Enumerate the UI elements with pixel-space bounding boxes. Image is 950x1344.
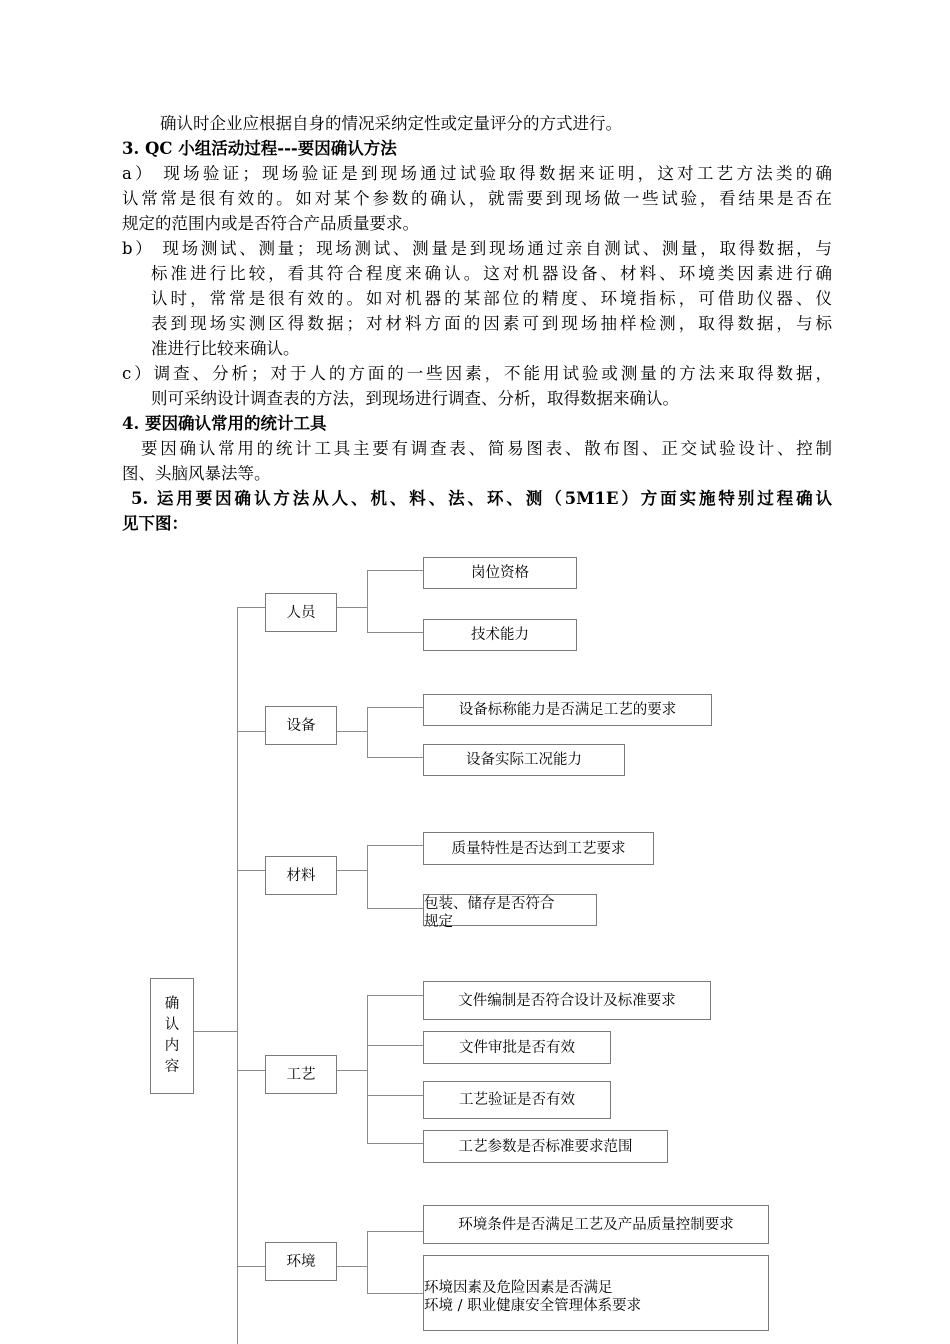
connector-line xyxy=(367,1095,424,1096)
connector-line xyxy=(367,1231,424,1232)
connector-line xyxy=(367,707,368,757)
connector-line xyxy=(237,1266,266,1267)
root-char: 确 xyxy=(164,996,180,1012)
connector-line xyxy=(337,1070,367,1071)
section-5-heading-line-1: 5. 运用要因确认方法从人、机、料、法、环、测（5M1E）方面实施特别过程确认 xyxy=(131,489,832,508)
item-b-line-4: 表到现场实测区得数据；对材料方面的因素可到现场抽样检测，取得数据，与标 xyxy=(151,314,832,333)
connector-line xyxy=(237,1070,266,1071)
connector-line xyxy=(337,607,367,608)
connector-line xyxy=(367,845,368,908)
item-text-line: 环境因素及危险因素是否满足 xyxy=(424,1280,613,1296)
item-text-line: 环境 / 职业健康安全管理体系要求 xyxy=(424,1298,642,1314)
item-text-line: 包装、储存是否符合 xyxy=(424,895,555,912)
item-b-line-5: 准进行比较来确认。 xyxy=(151,339,300,358)
connector-line xyxy=(237,607,238,1344)
item-material-quality: 质量特性是否达到工艺要求 xyxy=(423,832,654,865)
item-text-line: 规定 xyxy=(424,913,453,930)
section-3-heading: 3. QC 小组活动过程---要因确认方法 xyxy=(122,139,397,158)
item-a-line-1: a） 现场验证；现场验证是到现场通过试验取得数据来证明，这对工艺方法类的确 xyxy=(122,164,832,183)
item-material-packaging xyxy=(423,894,597,930)
section-4-heading: 4. 要因确认常用的统计工具 xyxy=(122,414,327,433)
connector-line xyxy=(367,845,424,846)
item-environment-conditions: 环境条件是否满足工艺及产品质量控制要求 xyxy=(423,1205,769,1244)
item-environment-management xyxy=(423,1255,769,1331)
item-process-verification: 工艺验证是否有效 xyxy=(423,1081,611,1119)
root-char: 内 xyxy=(164,1038,180,1054)
connector-line xyxy=(367,1231,368,1293)
root-char: 认 xyxy=(164,1017,180,1033)
intro-paragraph: 确认时企业应根据自身的情况采纳定性或定量评分的方式进行。 xyxy=(160,114,622,133)
item-person-qualification: 岗位资格 xyxy=(423,557,577,589)
item-process-approval: 文件审批是否有效 xyxy=(423,1031,611,1064)
connector-line xyxy=(237,870,266,871)
category-person: 人员 xyxy=(265,593,337,632)
connector-line xyxy=(367,908,424,909)
connector-line xyxy=(337,731,367,732)
connector-line xyxy=(367,757,424,758)
item-a-line-2: 认常常是很有效的。如对某个参数的确认，就需要到现场做一些试验，看结果是否在 xyxy=(122,189,832,208)
connector-line xyxy=(367,570,368,632)
item-equipment-actual: 设备实际工况能力 xyxy=(423,744,625,776)
connector-line xyxy=(367,632,424,633)
connector-line xyxy=(367,1143,424,1144)
connector-line xyxy=(367,1045,424,1046)
connector-line xyxy=(337,870,367,871)
connector-line xyxy=(237,731,266,732)
item-process-document: 文件编制是否符合设计及标准要求 xyxy=(423,981,711,1020)
section-5-heading-line-2: 见下图： xyxy=(122,514,188,533)
connector-line xyxy=(367,995,424,996)
item-process-parameters: 工艺参数是否标准要求范围 xyxy=(423,1130,668,1163)
category-material: 材料 xyxy=(265,856,337,895)
connector-line xyxy=(367,1293,424,1294)
root-char: 容 xyxy=(164,1059,180,1075)
section-4-line-1: 要因确认常用的统计工具主要有调查表、简易图表、散布图、正交试验设计、控制 xyxy=(141,439,832,458)
root-node xyxy=(150,978,194,1094)
connector-line xyxy=(337,1266,367,1267)
item-a-line-3: 规定的范围内或是否符合产品质量要求。 xyxy=(122,214,419,233)
item-c-line-2: 则可采纳设计调查表的方法，到现场进行调查、分析，取得数据来确认。 xyxy=(151,389,679,408)
connector-line xyxy=(193,1031,237,1032)
item-b-line-2: 标准进行比较，看其符合程度来确认。这对机器设备、材料、环境类因素进行确 xyxy=(151,264,832,283)
item-person-skill: 技术能力 xyxy=(423,619,577,651)
item-b-line-3: 认时，常常是很有效的。如对机器的某部位的精度、环境指标，可借助仪器、仪 xyxy=(151,289,832,308)
category-process: 工艺 xyxy=(265,1055,337,1094)
section-4-line-2: 图、头脑风暴法等。 xyxy=(122,464,271,483)
connector-line xyxy=(367,995,368,1143)
category-equipment: 设备 xyxy=(265,706,337,745)
item-b-line-1: b） 现场测试、测量；现场测试、测量是到现场通过亲自测试、测量，取得数据，与 xyxy=(122,239,832,258)
item-equipment-capability: 设备标称能力是否满足工艺的要求 xyxy=(423,694,712,726)
connector-line xyxy=(237,607,266,608)
connector-line xyxy=(367,707,424,708)
connector-line xyxy=(367,570,424,571)
item-c-line-1: c）调查、分析；对于人的方面的一些因素，不能用试验或测量的方法来取得数据， xyxy=(122,364,832,383)
category-environment: 环境 xyxy=(265,1242,337,1281)
